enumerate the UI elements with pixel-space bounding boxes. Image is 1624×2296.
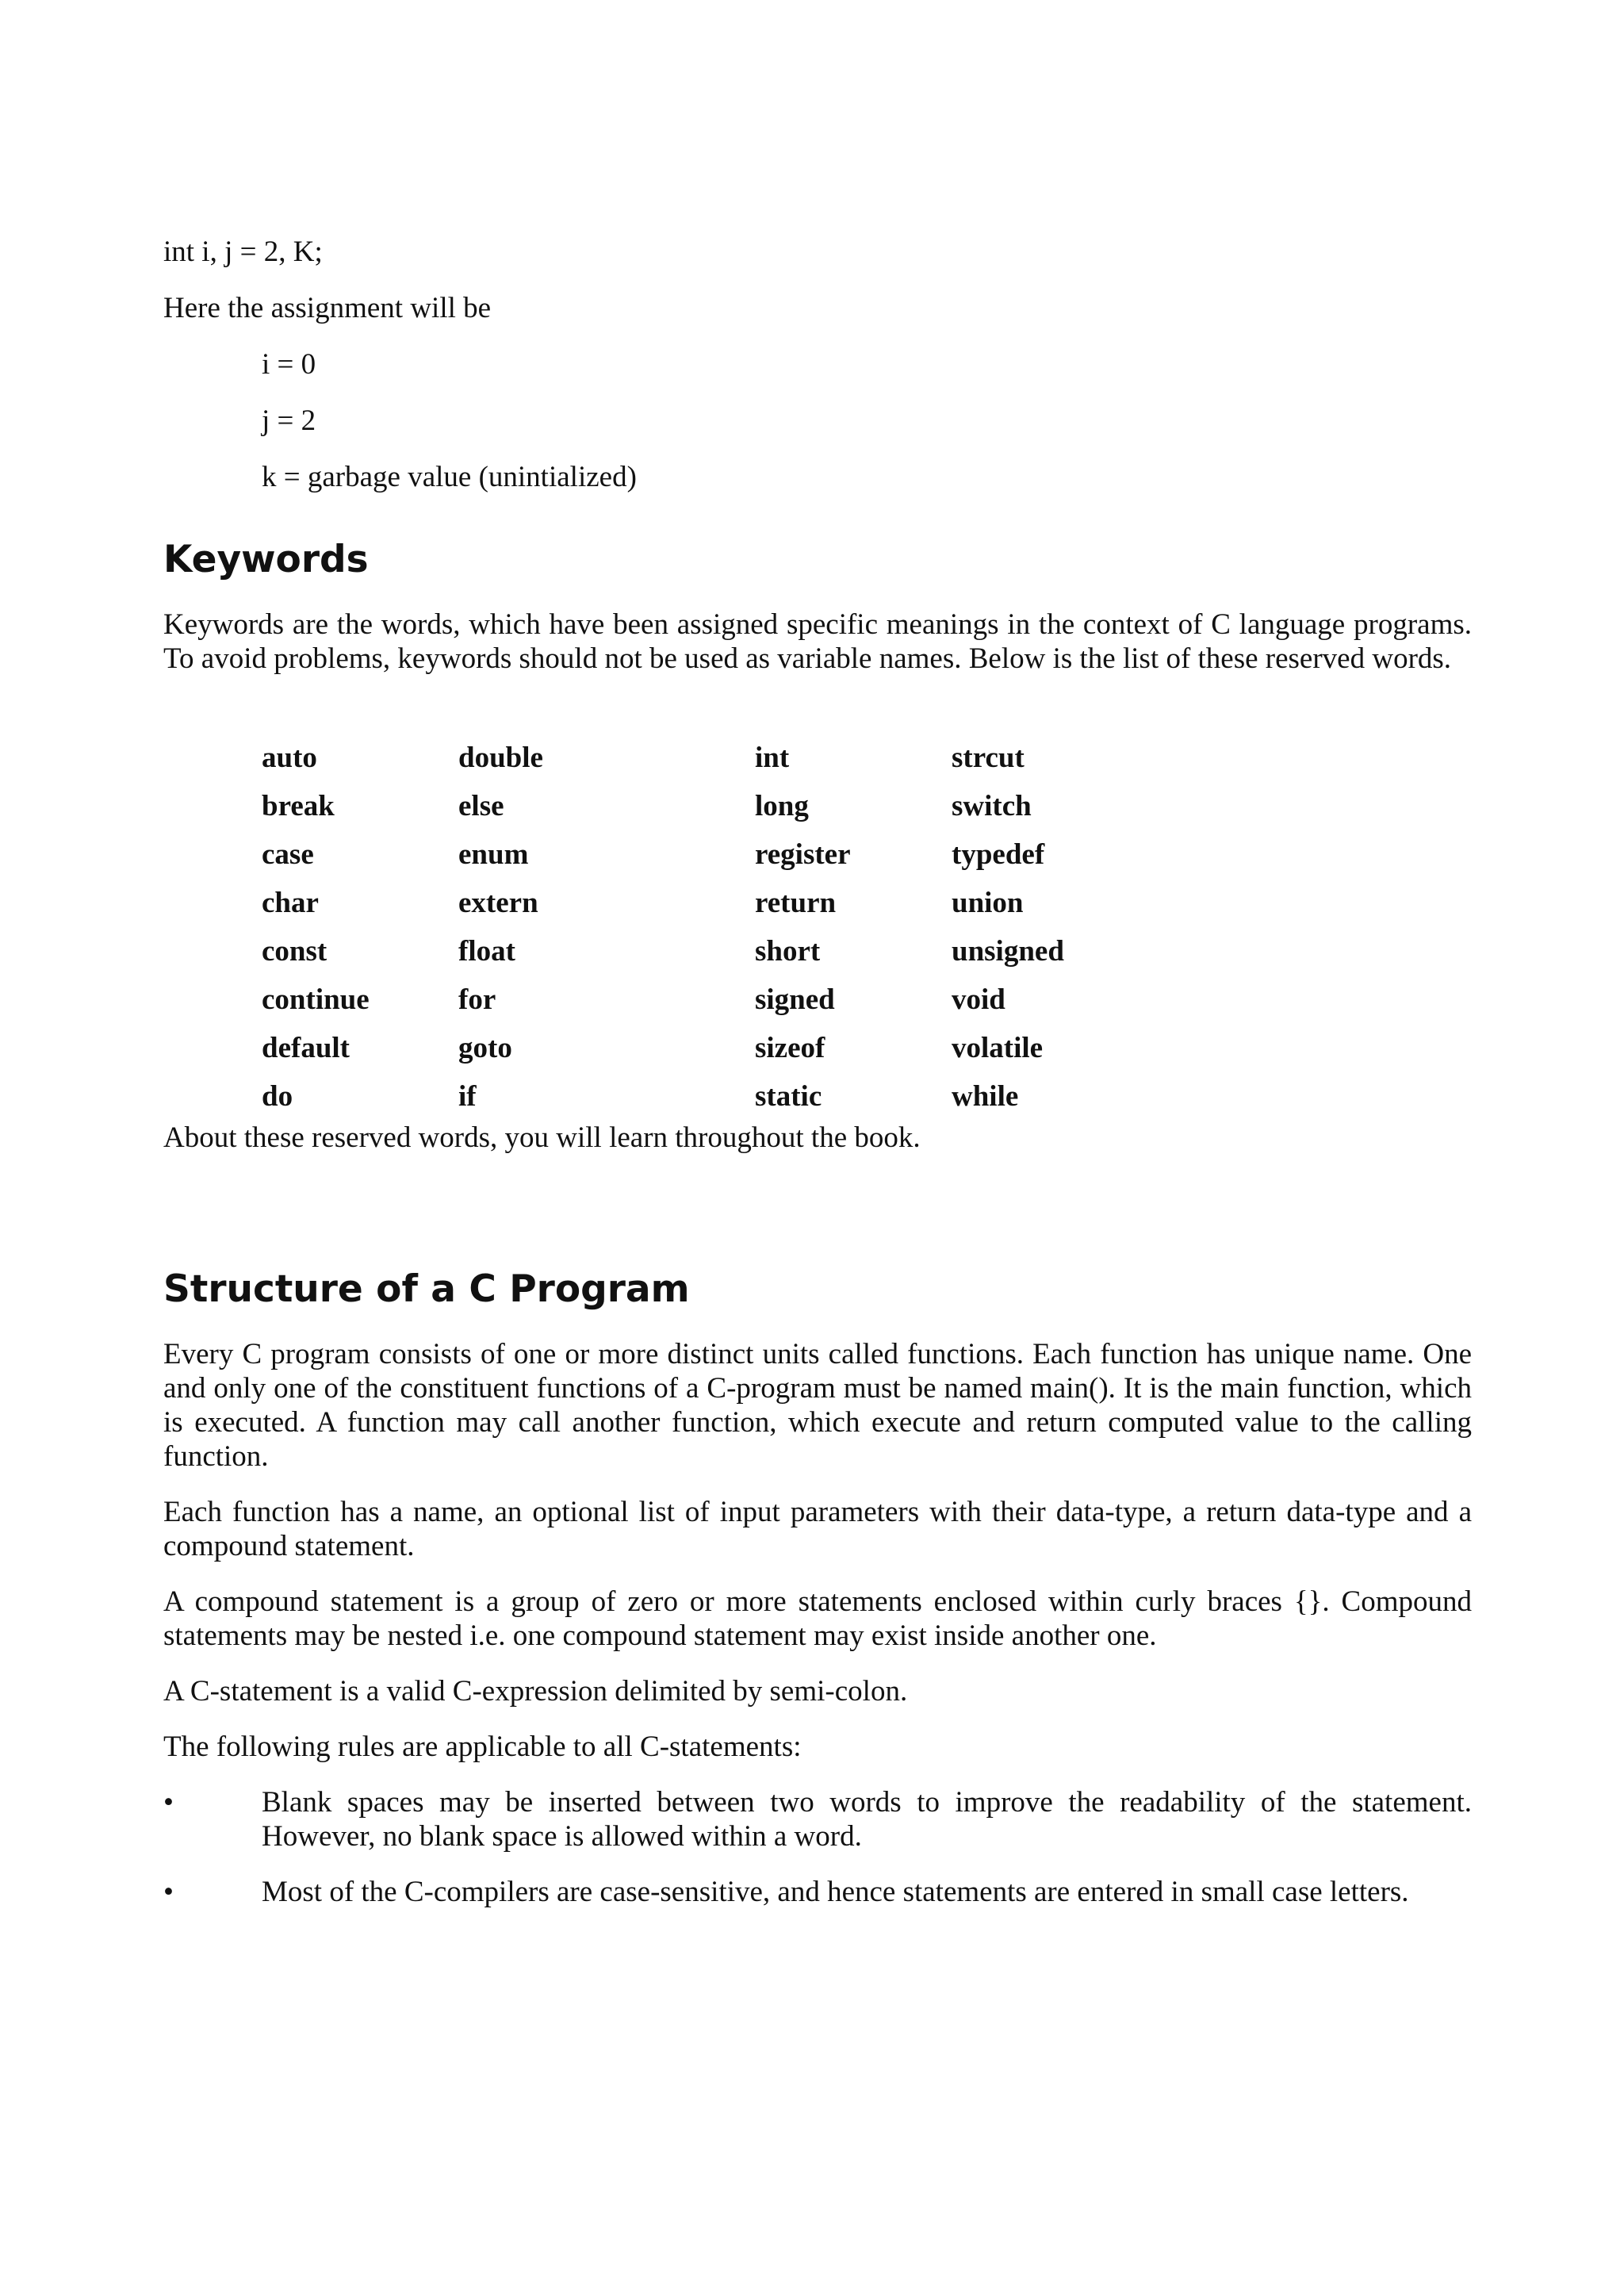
keyword-cell: register	[755, 838, 851, 871]
keyword-cell: signed	[755, 983, 835, 1016]
table-row	[262, 830, 1158, 879]
keyword-cell: continue	[262, 983, 370, 1016]
structure-paragraph-4: A C-statement is a valid C-expression delimited by semi-colon.	[163, 1675, 908, 1708]
keyword-cell: break	[262, 790, 335, 822]
keyword-cell: union	[952, 887, 1024, 919]
keyword-cell: static	[755, 1080, 822, 1113]
keyword-cell: unsigned	[952, 935, 1064, 968]
table-row	[262, 1072, 1158, 1121]
keyword-cell: double	[458, 742, 543, 774]
keywords-heading: Keywords	[163, 538, 369, 581]
assignment-i: i = 0	[262, 348, 316, 381]
structure-paragraph-1: Every C program consists of one or more distinct units called functions. Each function has unique name. One and only one of the constituent functions of a C-program must be named main(). It is the main function, which is executed. A function may call another function, which execute and return computed value to the calling function.	[163, 1338, 1472, 1473]
code-declaration: int i, j = 2, K;	[163, 236, 323, 268]
keyword-cell: void	[952, 983, 1005, 1016]
table-row	[262, 976, 1158, 1024]
keyword-cell: sizeof	[755, 1032, 825, 1064]
keyword-cell: do	[262, 1080, 293, 1113]
keyword-cell: extern	[458, 887, 538, 919]
table-row	[262, 879, 1158, 927]
keyword-cell: short	[755, 935, 821, 968]
keyword-cell: auto	[262, 742, 317, 774]
structure-paragraph-3: A compound statement is a group of zero or more statements enclosed within curly braces {}. Compound statements may be nested i.e. one compound statement may exist inside another one.	[163, 1585, 1472, 1652]
keyword-cell: if	[458, 1080, 477, 1113]
keyword-cell: switch	[952, 790, 1032, 822]
keyword-cell: return	[755, 887, 837, 919]
keyword-cell: char	[262, 887, 319, 919]
structure-paragraph-5: The following rules are applicable to all C-statements:	[163, 1731, 802, 1763]
table-row	[262, 734, 1158, 782]
keyword-cell: default	[262, 1032, 350, 1064]
keyword-cell: goto	[458, 1032, 512, 1064]
table-row	[262, 1024, 1158, 1072]
bullet-icon: •	[163, 1876, 174, 1908]
keyword-cell: const	[262, 935, 327, 968]
keywords-closing-paragraph: About these reserved words, you will learn throughout the book.	[163, 1121, 921, 1154]
table-row	[262, 782, 1158, 830]
keyword-cell: float	[458, 935, 515, 968]
keyword-cell: case	[262, 838, 314, 871]
assignment-list	[163, 347, 1472, 495]
keyword-cell: strcut	[952, 742, 1025, 774]
page-content	[163, 235, 1472, 1930]
keyword-cell: while	[952, 1080, 1019, 1113]
list-item	[163, 1785, 1472, 1853]
keyword-cell: volatile	[952, 1032, 1044, 1064]
keyword-cell: int	[755, 742, 790, 774]
rule-text: Blank spaces may be inserted between two words to improve the readability of the statement. However, no blank space is allowed within a word.	[262, 1786, 1472, 1853]
bullet-icon: •	[163, 1786, 174, 1819]
list-item	[163, 1875, 1472, 1909]
keyword-cell: long	[755, 790, 809, 822]
keyword-cell: typedef	[952, 838, 1045, 871]
keywords-paragraph: Keywords are the words, which have been assigned specific meanings in the context of C language programs. To avoid problems, keywords should not be used as variable names. Below is the list of these reserved words.	[163, 608, 1472, 675]
rule-text: Most of the C-compilers are case-sensitive, and hence statements are entered in small case letters.	[262, 1876, 1409, 1908]
table-row	[262, 927, 1158, 976]
assignment-intro: Here the assignment will be	[163, 292, 492, 324]
structure-heading: Structure of a C Program	[163, 1267, 690, 1311]
keyword-cell: enum	[458, 838, 529, 871]
assignment-j: j = 2	[262, 404, 316, 437]
keyword-cell: else	[458, 790, 504, 822]
rules-list	[163, 1785, 1472, 1909]
structure-paragraph-2: Each function has a name, an optional list of input parameters with their data-type, a return data-type and a compound statement.	[163, 1496, 1472, 1562]
assignment-k: k = garbage value (unintialized)	[262, 461, 637, 493]
keyword-cell: for	[458, 983, 496, 1016]
keywords-table	[262, 734, 1158, 1121]
